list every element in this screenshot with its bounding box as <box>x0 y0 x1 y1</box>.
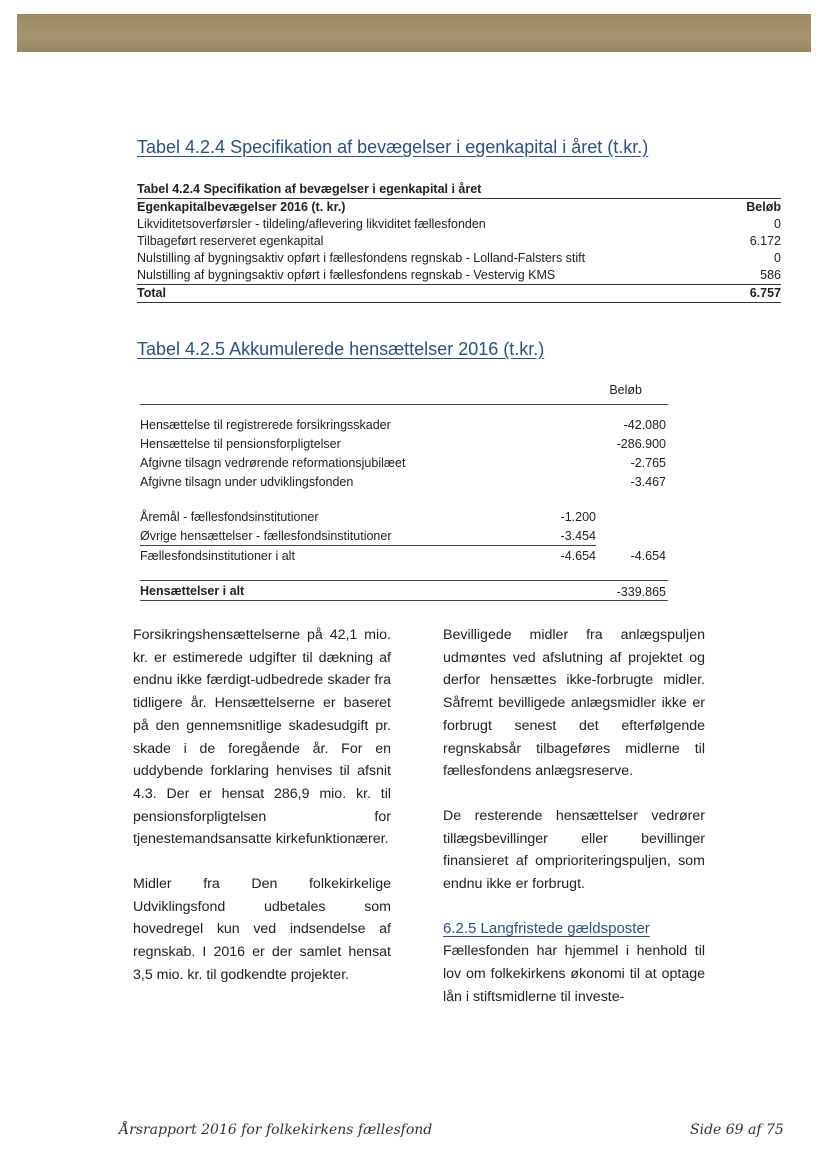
table2-heading: Tabel 4.2.5 Akkumulerede hensættelser 2016 (t.kr.) <box>137 339 545 359</box>
table2-col-amount: Beløb <box>609 383 642 397</box>
table1-col-header: Egenkapitalbevægelser 2016 (t. kr.) <box>137 200 346 214</box>
table-row-value: -42.080 <box>623 418 666 432</box>
divider <box>140 404 668 405</box>
row-value: 0 <box>774 251 781 265</box>
row-value: 6.172 <box>749 234 781 248</box>
total-label: Total <box>137 285 735 303</box>
table-row <box>137 216 781 233</box>
paragraph: Fællesfonden har hjemmel i henhold til lov om folkekirkens økonomi til at optage lån i stiftsmidlerne til investe- <box>443 943 705 1005</box>
table-row-value: -2.765 <box>630 456 666 470</box>
table-row-value: -286.900 <box>616 437 666 451</box>
total-label: Hensættelser i alt <box>140 584 245 598</box>
right-column <box>443 624 705 1009</box>
paragraph: De resterende hensættelser vedrører tillægsbevillinger eller bevillinger finansieret af omprioriteringspuljen, som endnu ikke er forbrugt. <box>443 807 705 893</box>
table-row-label: Øvrige hensættelser - fællesfondsinstitutioner <box>140 529 392 543</box>
section-heading: 6.2.5 Langfristede gældsposter <box>443 919 650 937</box>
row-value: 586 <box>735 267 781 285</box>
table-row-label: Hensættelse til pensionsforpligtelser <box>140 437 341 451</box>
table-row-label: Afgivne tilsagn under udviklingsfonden <box>140 475 354 489</box>
divider <box>140 580 668 581</box>
page-number: Side 69 af 75 <box>690 1122 784 1138</box>
table-row <box>137 267 781 285</box>
total-value: 6.757 <box>735 285 781 303</box>
top-banner <box>17 14 811 52</box>
table-row-value: -3.467 <box>630 475 666 489</box>
paragraph: Bevilligede midler fra anlægspuljen udmøntes ved afslutning af projektet og derfor hensættes ikke-forbrugte midler. Såfremt bevilligede anlægsmidler ikke er forbrugt senest det efterfølgende regnskabsår tilbageføres midlerne til fællesfondens anlægsreserve. <box>443 627 705 780</box>
table1-col-amount: Beløb <box>746 200 781 214</box>
row-label: Tilbageført reserveret egenkapital <box>137 234 324 248</box>
table1-caption: Tabel 4.2.4 Specifikation af bevægelser i egenkapital i året <box>137 181 781 199</box>
left-column <box>133 624 391 1009</box>
row-label: Nulstilling af bygningsaktiv opført i fællesfondens regnskab - Vestervig KMS <box>137 267 735 285</box>
row-label: Likviditetsoverførsler - tildeling/aflevering likviditet fællesfonden <box>137 217 486 231</box>
table-row-subvalue: -4.654 <box>560 549 596 563</box>
table-row <box>137 233 781 250</box>
table-row <box>137 250 781 267</box>
divider <box>140 600 668 601</box>
table-caption-row <box>137 181 781 199</box>
paragraph: Midler fra Den folkekirkelige Udviklingsfond udbetales som hovedregel kun ved indsendelse af regnskab. I 2016 er der samlet hensat 3,5 mio. kr. til godkendte projekter. <box>133 876 391 983</box>
table-row-subvalue: -1.200 <box>560 510 596 524</box>
table-row-label: Fællesfondsinstitutioner i alt <box>140 549 295 563</box>
footer-title: Årsrapport 2016 for folkekirkens fællesfond <box>119 1122 433 1138</box>
table-row-value: -4.654 <box>630 549 666 563</box>
table-row-subvalue: -3.454 <box>560 529 596 543</box>
table-row-label: Hensættelse til registrerede forsikringsskader <box>140 418 391 432</box>
table-row-label: Afgivne tilsagn vedrørende reformationsjubilæet <box>140 456 406 470</box>
row-label: Nulstilling af bygningsaktiv opført i fællesfondens regnskab - Lolland-Falsters stift <box>137 251 586 265</box>
total-value: -339.865 <box>616 585 666 599</box>
table-row-label: Åremål - fællesfondsinstitutioner <box>140 510 319 524</box>
paragraph: Forsikringshensættelserne på 42,1 mio. kr. er estimerede udgifter til dækning af endnu ikke færdigt-udbedrede skader fra tidligere år. Hensættelserne er baseret på den gennemsnitlige skadesudgift pr. skade i de foregående år. For en uddybende forklaring henvises til afsnit 4.3. Der er hensat 286,9 mio. kr. til pensionsforpligtelsen for tjenestemandsansatte kirkefunktionærer. <box>133 627 391 848</box>
equity-movements-table <box>137 181 781 303</box>
table-header-row <box>137 199 781 217</box>
row-value: 0 <box>774 217 781 231</box>
table1-heading: Tabel 4.2.4 Specifikation af bevægelser i egenkapital i året (t.kr.) <box>137 137 649 157</box>
divider <box>140 545 596 546</box>
table-total-row <box>137 285 781 303</box>
